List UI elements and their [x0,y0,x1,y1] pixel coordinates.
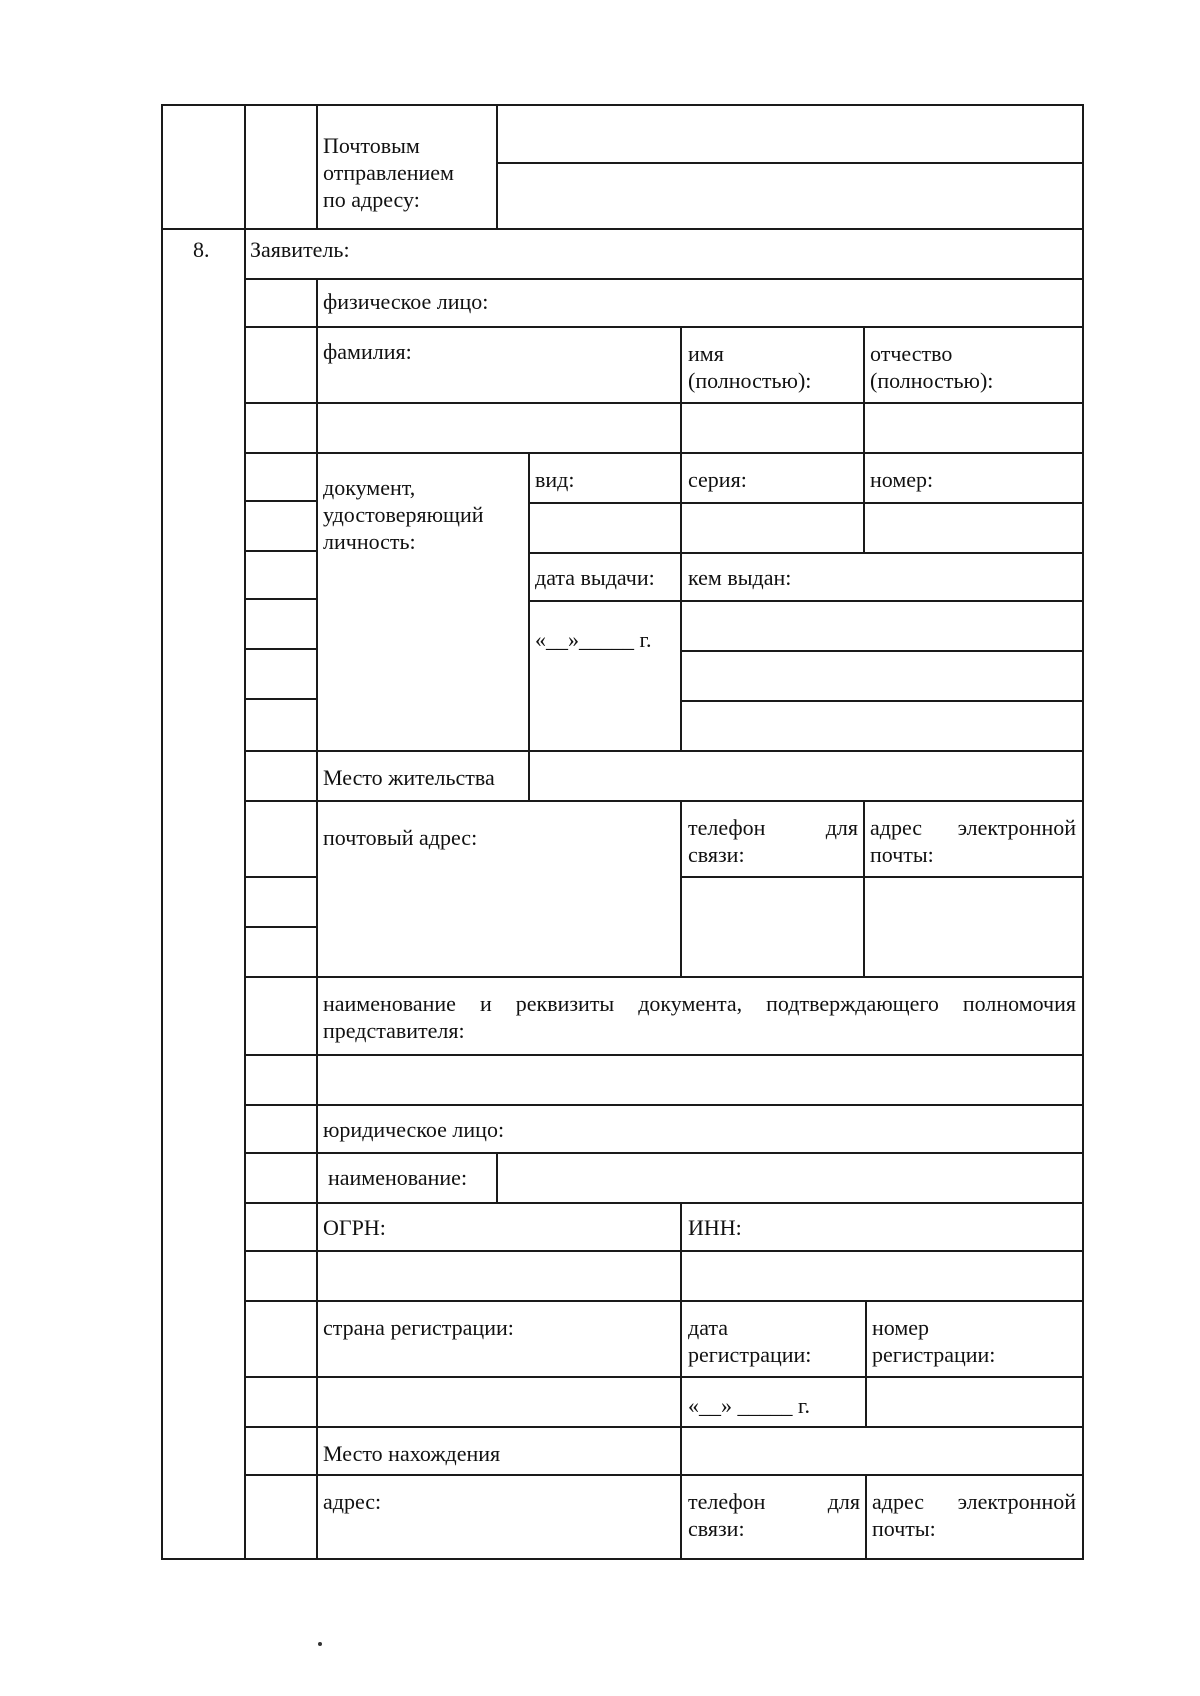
inn-label: ИНН: [688,1215,742,1240]
postal-address-field[interactable] [318,860,680,976]
org-name-label: наименование: [328,1165,468,1190]
rule [161,1558,1084,1560]
rule [244,500,316,502]
surname-field[interactable] [318,404,680,452]
rule [244,452,1082,454]
residence-field[interactable] [530,752,1082,800]
rule [244,598,316,600]
individual-checkbox[interactable] [246,280,316,326]
patronymic-field[interactable] [865,404,1082,452]
ogrn-field[interactable] [318,1252,680,1300]
postal-address-field-2[interactable] [498,164,1082,228]
name-label: имя (полностью): [688,341,812,393]
doc-type-label: вид: [535,467,575,492]
stray-dot [318,1642,322,1646]
inn-field[interactable] [682,1252,1082,1300]
authority-document-label: наименование и реквизиты документа, подтверждающего полномочия представителя: [323,991,1076,1043]
rule [161,104,163,1560]
issued-by-field-3[interactable] [682,702,1082,750]
postal-label: Почтовым отправлением по адресу: [323,133,454,212]
legal-email-label: адрес электронной почты: [872,1489,1076,1541]
rule [528,552,1082,554]
rule [244,1104,1082,1106]
id-document-label: документ, удостоверяющий личность: [323,475,484,554]
address-label: адрес: [323,1489,382,1514]
rule [244,876,316,878]
location-label: Место нахождения [323,1441,501,1466]
rule [244,326,1082,328]
rule [244,278,1082,280]
issued-by-field-2[interactable] [682,652,1082,700]
applicant-label: Заявитель: [250,237,350,262]
reg-date-label: дата регистрации: [688,1315,812,1367]
rule [244,800,1082,802]
doc-number-field[interactable] [865,504,1082,550]
rule [244,698,316,700]
postal-address-field-1[interactable] [498,106,1082,162]
issued-by-field-1[interactable] [682,602,1082,650]
reg-country-field[interactable] [318,1378,680,1426]
individual-title: физическое лицо: [323,289,489,314]
legal-phone-label: телефон для связи: [688,1489,860,1541]
doc-series-label: серия: [688,467,747,492]
residence-label: Место жительства [323,765,495,790]
section-number: 8. [193,237,210,262]
email-field[interactable] [865,878,1082,976]
postal-address-label: почтовый адрес: [323,825,478,850]
authority-document-field[interactable] [318,1056,1082,1104]
phone-label: телефон для связи: [688,815,858,867]
issue-date-label: дата выдачи: [535,565,655,590]
issued-by-label: кем выдан: [688,565,792,590]
reg-number-field[interactable] [867,1378,1082,1426]
doc-number-label: номер: [870,467,934,492]
rule [244,1300,1082,1302]
patronymic-label: отчество (полностью): [870,341,994,393]
ogrn-label: ОГРН: [323,1215,386,1240]
rule [316,104,318,228]
rule [1082,104,1084,1560]
rule [161,228,1082,230]
doc-type-field[interactable] [530,504,680,550]
org-name-field[interactable] [498,1154,1082,1202]
email-label: адрес электронной почты: [870,815,1076,867]
rule [865,1474,867,1560]
name-field[interactable] [682,404,863,452]
reg-date-template[interactable]: «__» _____ г. [688,1393,811,1418]
rule [244,648,316,650]
surname-label: фамилия: [323,339,412,364]
rule [244,1054,316,1056]
legal-entity-checkbox[interactable] [246,1106,316,1152]
rule [244,1474,1082,1476]
rule [244,926,316,928]
rule [244,550,316,552]
legal-entity-title: юридическое лицо: [323,1117,505,1142]
doc-series-field[interactable] [682,504,863,550]
issue-date-template[interactable]: «__»_____ г. [535,627,652,652]
reg-number-label: номер регистрации: [872,1315,996,1367]
location-field[interactable] [682,1428,1082,1474]
phone-field[interactable] [682,878,863,976]
rule [244,1202,1082,1204]
rule [244,976,1082,978]
reg-country-label: страна регистрации: [323,1315,514,1340]
